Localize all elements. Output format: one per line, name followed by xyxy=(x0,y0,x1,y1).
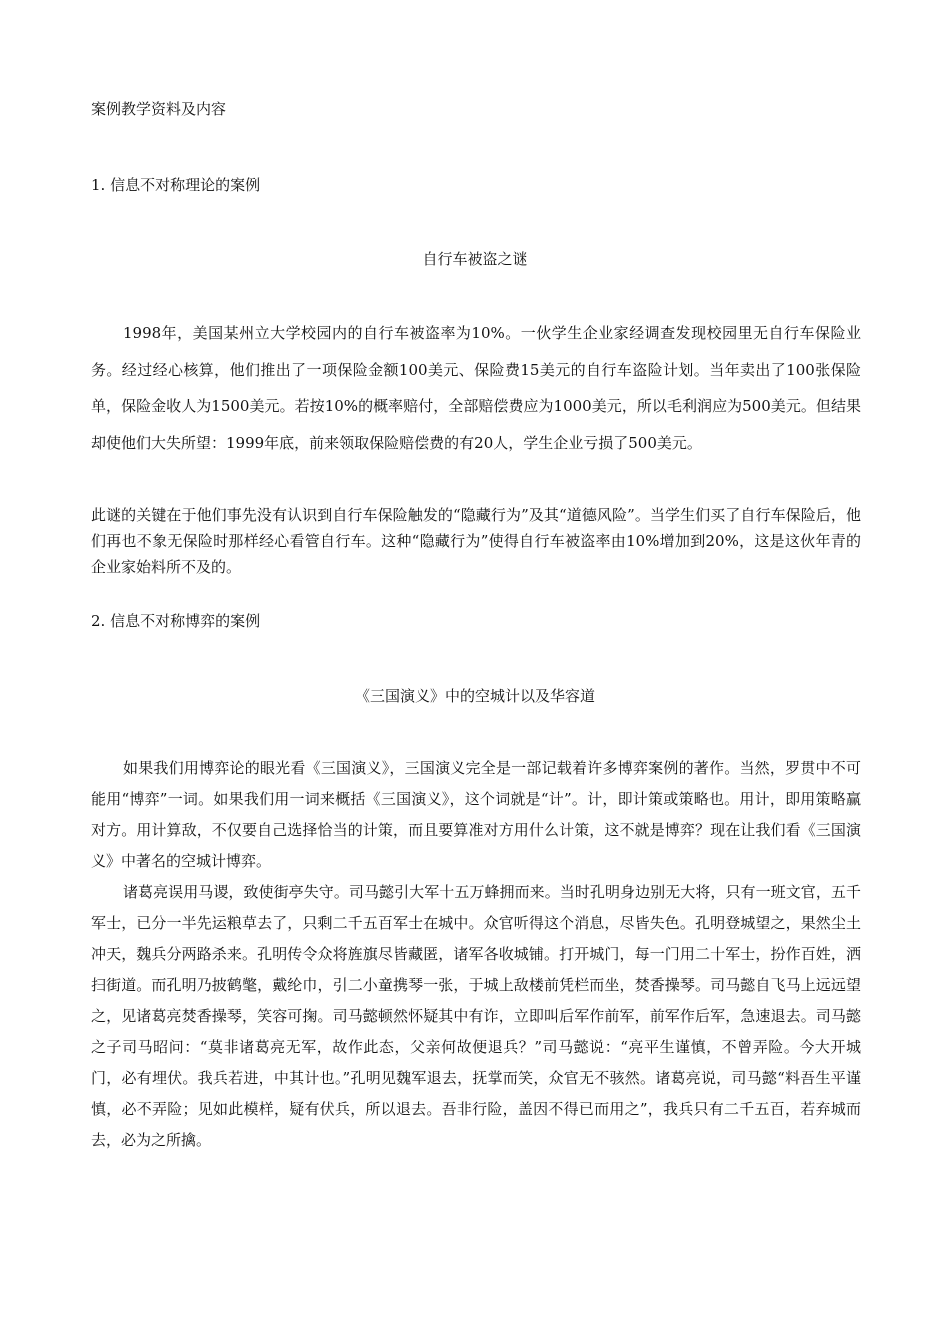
section-2-paragraph-2: 诸葛亮误用马谡，致使街亭失守。司马懿引大军十五万蜂拥而来。当时孔明身边别无大将，只有一班文官，五千军士，已分一半先运粮草去了，只剩二千五百军士在城中。众官听得这个消息，尽皆失色。孔明登城望之，果然尘土冲天，魏兵分两路杀来。孔明传令众将旌旗尽皆藏匿，诸军各收城铺。打开城门，每一门用二十军士，扮作百姓，洒扫街道。而孔明乃披鹤氅，戴纶巾，引二小童携琴一张，于城上敌楼前凭栏而坐，焚香操琴。司马懿自飞马上远远望之，见诸葛亮焚香操琴，笑容可掬。司马懿顿然怀疑其中有诈，立即叫后军作前军，前军作后军，急速退去。司马懿之子司马昭问：“莫非诸葛亮无军，故作此态，父亲何故便退兵？”司马懿说：“亮平生谨慎，不曾弄险。今大开城门，必有埋伏。我兵若进，中其计也。”孔明见魏军退去，抚掌而笑，众官无不骇然。诸葛亮说，司马懿“料吾生平谨慎，必不弄险；见如此模样，疑有伏兵，所以退去。吾非行险，盖因不得已而用之”，我兵只有二千五百，若弃城而去，必为之所擒。 xyxy=(91,883,861,1149)
section-1-paragraph-1: 1998年，美国某州立大学校园内的自行车被盗率为10%。一伙学生企业家经调查发现校园里无自行车保险业务。经过经心核算，他们推出了一项保险金额100美元、保险费15美元的自行车盗险计划。当年卖出了100张保险单，保险金收人为1500美元。若按10%的概率赔付，全部赔偿费应为1000美元，所以毛利润应为500美元。但结果却使他们大失所望：1999年底，前来领取保险赔偿费的有20人，学生企业亏损了500美元。 xyxy=(91,324,861,452)
section-1-case-title: 自行车被盗之谜 xyxy=(422,250,528,268)
section-1-heading: 1. 信息不对称理论的案例 xyxy=(91,176,261,194)
section-1-paragraph-2: 此谜的关键在于他们事先没有认识到自行车保险触发的“隐藏行为”及其“道德风险”。当学生们买了自行车保险后，他们再也不象无保险时那样经心看管自行车。这种“隐藏行为”使得自行车被盗率由10%增加到20%，这是这伙年青的企业家始料所不及的。 xyxy=(91,506,861,576)
document-title: 案例教学资料及内容 xyxy=(91,100,227,118)
section-2-case-title: 《三国演义》中的空城计以及华容道 xyxy=(354,687,595,705)
section-2-heading: 2. 信息不对称博弈的案例 xyxy=(91,612,261,630)
section-2-paragraph-1: 如果我们用博弈论的眼光看《三国演义》，三国演义完全是一部记载着许多博弈案例的著作。当然，罗贯中不可能用“博弈”一词。如果我们用一词来概括《三国演义》，这个词就是“计”。计，即计策或策略也。用计，即用策略赢对方。用计算敌，不仅要自己选择恰当的计策，而且要算准对方用什么计策，这不就是博弈？现在让我们看《三国演义》中著名的空城计博弈。 xyxy=(91,759,861,870)
